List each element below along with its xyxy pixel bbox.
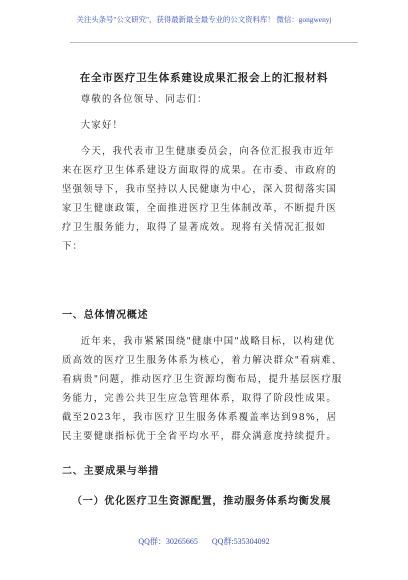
overview-block	[62, 332, 344, 446]
footer-contact	[0, 536, 408, 547]
header-promo-note: 关注头条号"公文研究"，获得最新最全最专业的公文资料库！ 微信：gongwenyj	[76, 15, 332, 24]
overview-paragraph: 近年来，我市紧紧围绕"健康中国"战略目标，以构建优质高效的医疗卫生服务体系为核心，着力解决群众"看病难、看病贵"问题，推动医疗卫生资源均衡布局，提升基层医疗服务能力，完善公共卫生应急管理体系，取得了阶段性成果。截至2023年，我市医疗卫生服务体系覆盖率达到98%，居民主要健康指标优于全省平均水平，群众满意度持续提升。	[62, 336, 343, 442]
section-heading-overview: 一、总体情况概述	[62, 310, 149, 321]
subsection-heading-resources: （一）优化医疗卫生资源配置，推动服务体系均衡发展	[72, 496, 332, 507]
greeting-block	[62, 116, 344, 135]
salutation: 尊敬的各位领导、同志们：	[80, 94, 208, 105]
greeting: 大家好！	[80, 120, 124, 131]
intro-block	[62, 142, 344, 256]
footer-qq-group-2: QQ群:535304092	[211, 537, 270, 546]
footer-qq-group-1: QQ群：30265665	[138, 537, 198, 546]
section-heading-results: 二、主要成果与举措	[62, 466, 160, 477]
salutation-block	[62, 90, 344, 109]
intro-paragraph: 今天，我代表市卫生健康委员会，向各位汇报我市近年来在医疗卫生体系建设方面取得的成果。在市委、市政府的坚强领导下，我市坚持以人民健康为中心，深入贯彻落实国家卫生健康政策，全面推进医疗卫生体制改革，不断提升医疗卫生服务能力，取得了显著成效。现将有关情况汇报如下：	[62, 146, 337, 252]
document-title: 在全市医疗卫生体系建设成果汇报会上的汇报材料	[79, 72, 329, 84]
header-divider	[70, 42, 358, 43]
